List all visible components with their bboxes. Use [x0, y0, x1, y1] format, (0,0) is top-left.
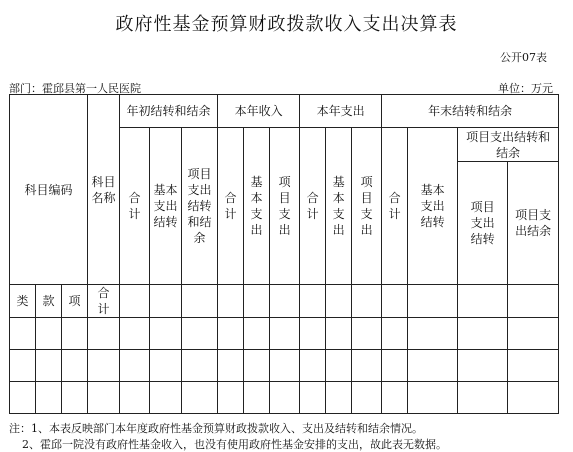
unit-label: 单位：万元: [498, 82, 553, 95]
header-subject-code: 科目编码: [10, 95, 88, 285]
header-begin-project: 项目支出结转和结余: [182, 128, 218, 285]
header-class: 类: [10, 285, 36, 318]
table-row: [10, 382, 559, 414]
header-current-income: 本年收入: [218, 95, 300, 128]
form-number: 公开07表: [500, 51, 547, 64]
note-1: 注：1、本表反映部门本年度政府性基金预算财政拨款收入、支出及结转和结余情况。: [9, 422, 423, 435]
header-item: 款: [36, 285, 62, 318]
header-current-expense: 本年支出: [300, 95, 382, 128]
header-subject-name: 科目名称: [88, 95, 120, 285]
header-end-basic: 基本支出结转: [408, 128, 458, 285]
header-end-balance: 年末结转和结余: [382, 95, 559, 128]
header-expense-project: 项目支出: [352, 128, 382, 285]
header-begin-balance: 年初结转和结余: [120, 95, 218, 128]
header-end-project-carry: 项目支出结转: [458, 162, 508, 285]
budget-table: [9, 94, 559, 414]
page-title: 政府性基金预算财政拨款收入支出决算表: [115, 14, 458, 35]
header-end-project-balance: 项目支出结转和结余: [458, 128, 559, 162]
header-income-basic: 基本支出: [244, 128, 270, 285]
header-begin-total: 合计: [120, 128, 150, 285]
header-end-project-surplus: 项目支出结余: [508, 162, 559, 285]
header-end-total: 合计: [382, 128, 408, 285]
table-row: [10, 350, 559, 382]
table-row: [10, 318, 559, 350]
department-label: 部门：霍邱县第一人民医院: [9, 82, 141, 95]
row-total-label: 合计: [88, 285, 120, 318]
header-income-project: 项目支出: [270, 128, 300, 285]
header-begin-basic: 基本支出结转: [150, 128, 182, 285]
header-income-total: 合计: [218, 128, 244, 285]
header-sub-item: 项: [62, 285, 88, 318]
header-expense-basic: 基本支出: [326, 128, 352, 285]
note-2: 2、霍邱一院没有政府性基金收入，也没有使用政府性基金安排的支出，故此表无数据。: [22, 438, 447, 451]
header-expense-total: 合计: [300, 128, 326, 285]
